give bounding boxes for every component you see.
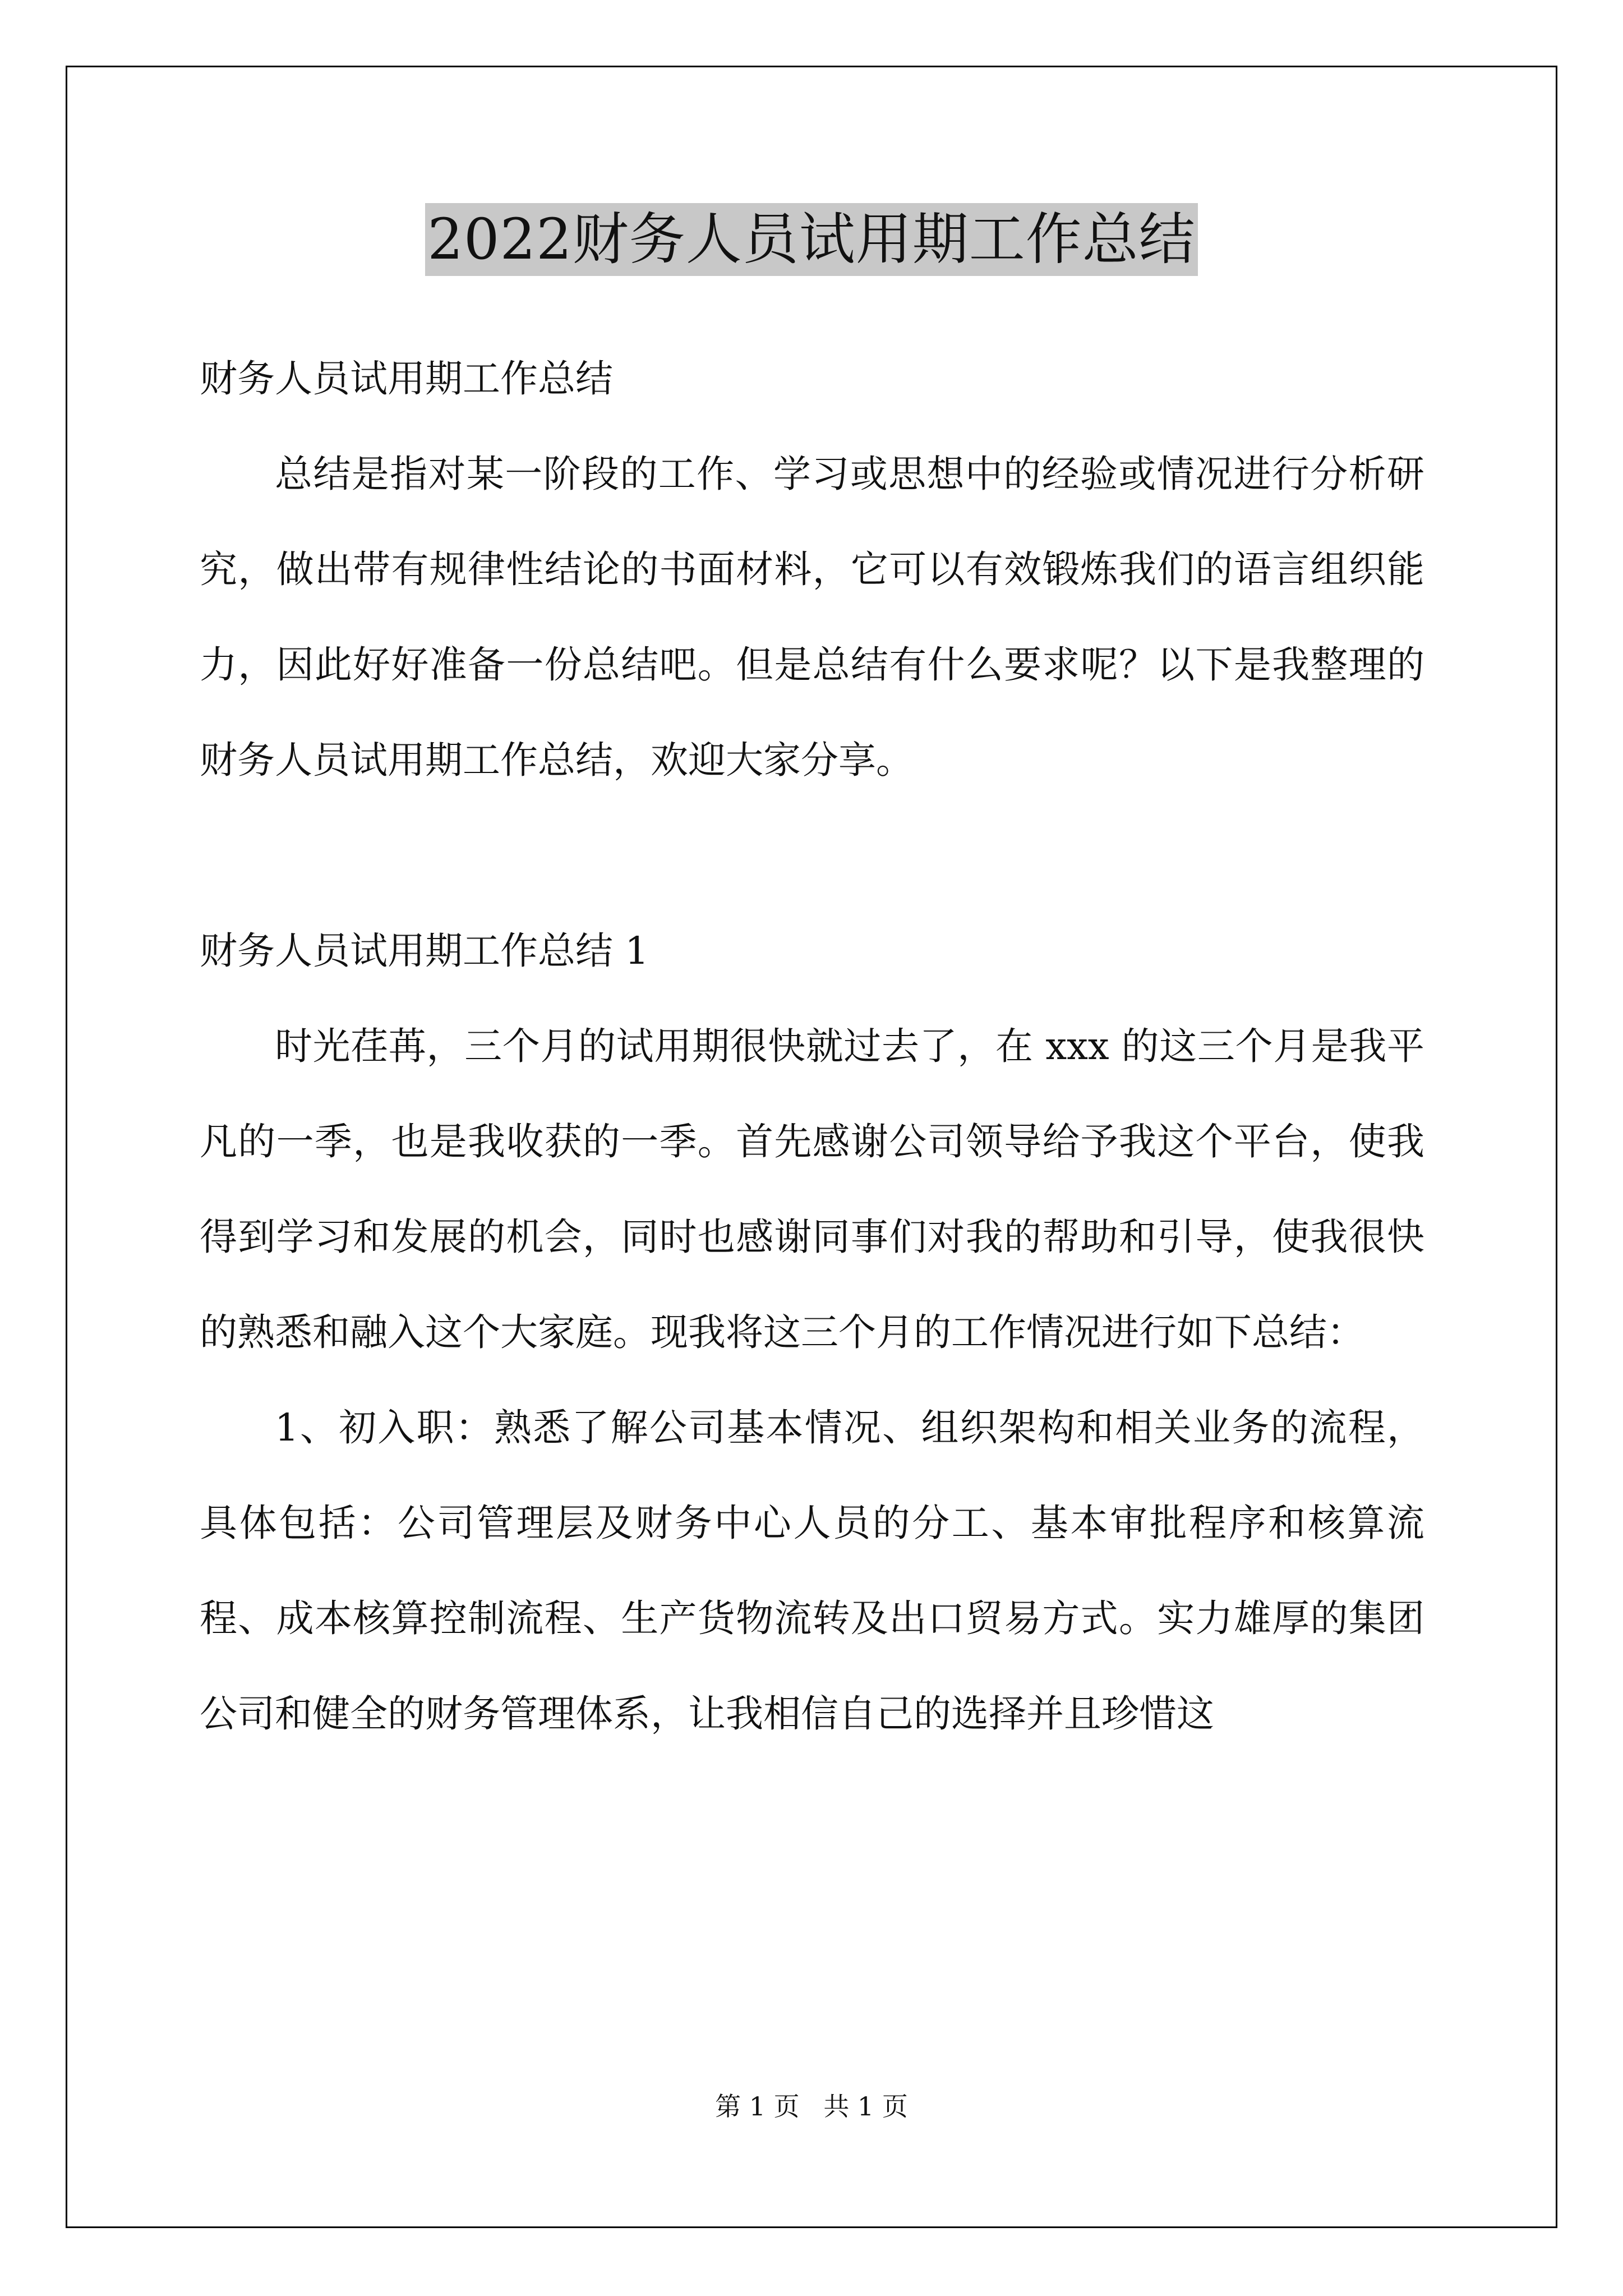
- subtitle: 财务人员试用期工作总结: [200, 357, 613, 401]
- page-footer: [0, 2090, 1623, 2123]
- intro-paragraph: 总结是指对某一阶段的工作、学习或思想中的经验或情况进行分析研究，做出带有规律性结论的书面材料，它可以有效锻炼我们的语言组织能力，因此好好准备一份总结吧。但是总结有什么要求呢？以下是我整理的财务人员试用期工作总结，欢迎大家分享。: [200, 452, 1424, 782]
- title-container: [0, 203, 1623, 276]
- body-paragraph-1: 时光荏苒，三个月的试用期很快就过去了，在 xxx 的这三个月是我平凡的一季，也是我收获的一季。首先感谢公司领导给予我这个平台，使我得到学习和发展的机会，同时也感谢同事们对我的帮助和引导，使我很快的熟悉和融入这个大家庭。现我将这三个月的工作情况进行如下总结：: [200, 1024, 1424, 1354]
- document-title: 2022财务人员试用期工作总结: [425, 203, 1198, 276]
- blank-line: [200, 808, 1424, 903]
- body-paragraph-2: 1、初入职：熟悉了解公司基本情况、组织架构和相关业务的流程，具体包括：公司管理层及财务中心人员的分工、基本审批程序和核算流程、成本核算控制流程、生产货物流转及出口贸易方式。实力雄厚的集团公司和健全的财务管理体系，让我相信自己的选择并且珍惜这: [200, 1406, 1424, 1736]
- section-heading: 财务人员试用期工作总结 1: [200, 929, 649, 973]
- document-body: [200, 331, 1424, 1761]
- page-total: 共 1 页: [823, 2091, 908, 2122]
- page-number: 第 1 页: [715, 2091, 800, 2122]
